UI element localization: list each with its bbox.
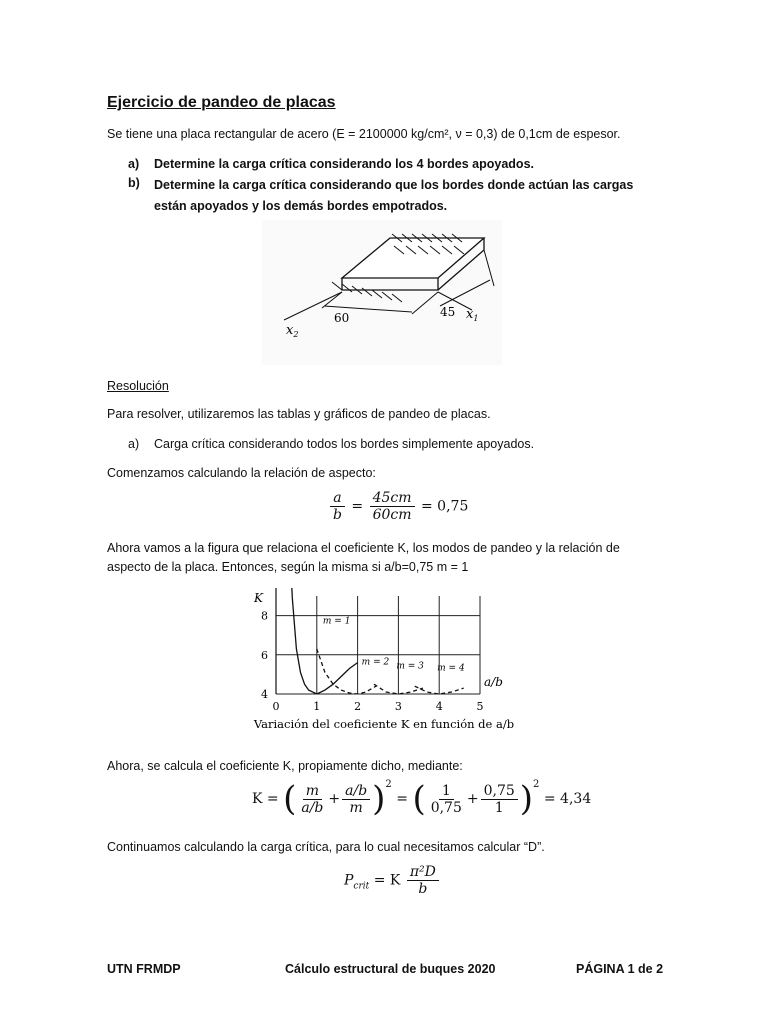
fraction-45-60: $\frac{45cm}{60cm}$	[370, 490, 415, 523]
aspect-equation: $\frac{a}{b}$ = $\frac{45cm}{60cm}$ = 0,75	[328, 490, 468, 523]
pcrit-equation: $P_{crit} = K$ $\frac{\text{π²D}}{b}$	[344, 864, 441, 897]
figure-paragraph: Ahora vamos a la figura que relaciona el coeficiente K, los modos de pandeo y la relación de aspecto de la placa. Entonces, según la misma si a/b=0,75 m = 1	[107, 541, 620, 574]
x-tick-label: 3	[394, 700, 402, 713]
task-text: Determine la carga crítica considerando que los bordes donde actúan las cargas están apoyados y los demás bordes empotrados.	[154, 178, 634, 213]
x-tick-label: 5	[476, 700, 484, 713]
y-tick-label: 4	[261, 688, 268, 701]
footer-page-number: PÁGINA 1 de 2	[576, 962, 664, 976]
aspect-intro: Comenzamos calculando la relación de aspecto:	[107, 466, 376, 480]
footer-left: UTN FRMDP	[107, 962, 181, 976]
fraction-a-b: $\frac{a}{b}$	[330, 490, 345, 523]
k-equation: K = ( $\frac{m}{a/b}$ + $\frac{a/b}{m}$ )$^2$ = ( $\frac{1}{0,75}$ + $\frac{0,75}{1}$ )$^2$ = 4,34	[252, 779, 592, 819]
series-label: m = 2	[361, 657, 390, 668]
series-label: m = 1	[322, 616, 351, 627]
dim-b-label: 45	[440, 305, 456, 319]
case-a	[128, 436, 668, 453]
x-tick-label: 0	[272, 700, 280, 713]
case-a-label: a)	[128, 437, 140, 451]
task-label: b)	[128, 176, 140, 190]
chart-caption: Variación del coeficiente K en función de a/b	[253, 717, 515, 731]
x-tick-label: 2	[354, 700, 362, 713]
task-list	[128, 156, 668, 217]
task-item	[128, 156, 668, 173]
series-line	[288, 588, 357, 694]
task-label: a)	[128, 157, 140, 171]
y-tick-label: 8	[261, 609, 268, 623]
resolution-heading: Resolución	[107, 379, 169, 393]
task-item	[128, 175, 668, 217]
x-tick-label: 4	[435, 700, 443, 713]
case-a-text: Carga crítica considerando todos los bordes simplemente apoyados.	[154, 437, 535, 451]
axis-x1-label: $x_1$	[466, 307, 479, 323]
intro-paragraph: Se tiene una placa rectangular de acero (E = 2100000 kg/cm², ν = 0,3) de 0,1cm de espesor.	[107, 127, 621, 141]
y-tick-label: 6	[261, 648, 268, 662]
x-axis-label: a/b	[484, 675, 503, 689]
axis-x2-label: $x_2$	[286, 323, 299, 339]
k-intro: Ahora, se calcula el coeficiente K, propiamente dicho, mediante:	[107, 759, 463, 773]
pcrit-intro: Continuamos calculando la carga crítica, para lo cual necesitamos calcular “D”.	[107, 840, 545, 854]
page-title: Ejercicio de pandeo de placas	[107, 94, 336, 111]
y-axis-label: K	[254, 591, 263, 605]
dim-a-label: 60	[334, 311, 350, 325]
series-label: m = 4	[437, 663, 465, 674]
series-label: m = 3	[396, 661, 424, 672]
task-text: Determine la carga crítica considerando los 4 bordes apoyados.	[154, 157, 534, 171]
k-chart	[248, 588, 520, 744]
resolution-intro: Para resolver, utilizaremos las tablas y gráficos de pandeo de placas.	[107, 407, 491, 421]
footer-center: Cálculo estructural de buques 2020	[285, 962, 496, 976]
x-tick-label: 1	[313, 700, 321, 713]
plate-figure	[262, 220, 502, 365]
aspect-result: = 0,75	[421, 498, 469, 515]
k-result: = 4,34	[543, 791, 592, 807]
